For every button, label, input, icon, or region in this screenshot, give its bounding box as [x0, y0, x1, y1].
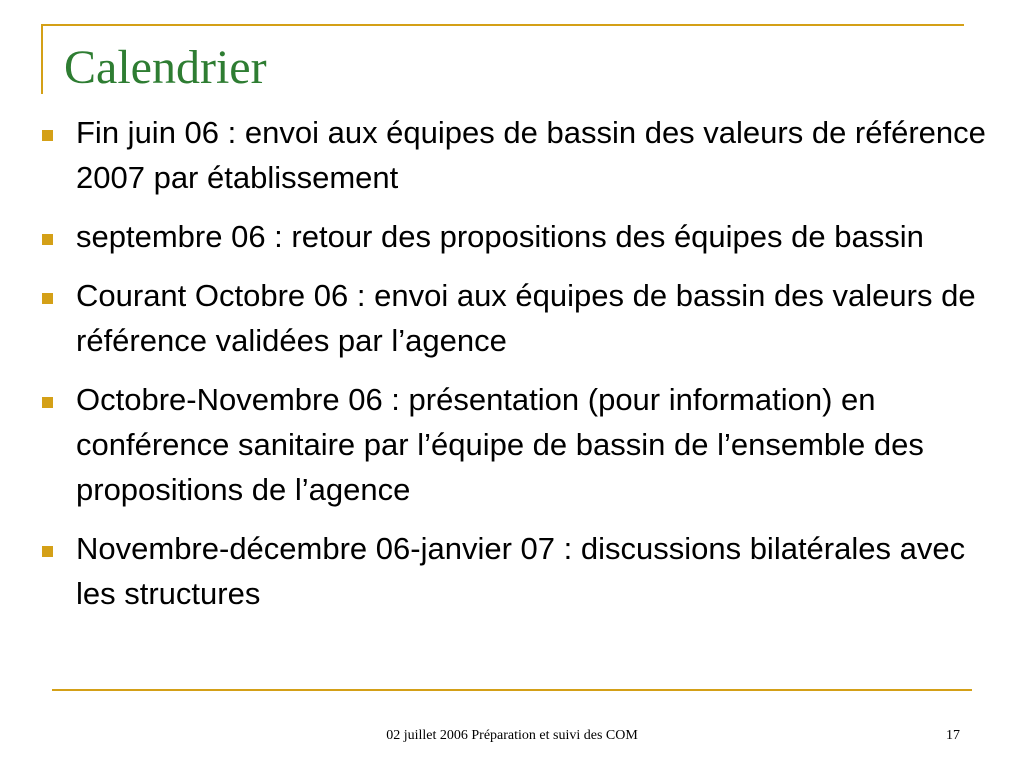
bullet-item: [40, 377, 1000, 512]
bullet-item: [40, 110, 1000, 200]
square-bullet-icon: [42, 546, 53, 557]
bullet-text: septembre 06 : retour des propositions des équipes de bassin: [76, 219, 924, 254]
slide-title: Calendrier: [64, 41, 267, 94]
footer-text: 02 juillet 2006 Préparation et suivi des COM: [386, 728, 638, 743]
bullet-text: Novembre-décembre 06-janvier 07 : discussions bilatérales avec les structures: [76, 531, 966, 611]
frame-left-line: [41, 24, 43, 94]
square-bullet-icon: [42, 397, 53, 408]
square-bullet-icon: [42, 234, 53, 245]
frame-top-line: [41, 24, 964, 26]
bullet-text: Octobre-Novembre 06 : présentation (pour information) en conférence sanitaire par l’équipe de bassin de l’ensemble des propositions de l’agence: [76, 382, 924, 507]
bullet-text: Fin juin 06 : envoi aux équipes de bassin des valeurs de référence 2007 par établissement: [76, 115, 986, 195]
bullet-list: [40, 110, 1000, 630]
bullet-item: [40, 214, 1000, 259]
page-number: 17: [946, 728, 960, 743]
frame-bottom-line: [52, 689, 972, 691]
square-bullet-icon: [42, 130, 53, 141]
bullet-item: [40, 526, 1000, 616]
bullet-text: Courant Octobre 06 : envoi aux équipes de bassin des valeurs de référence validées par l’agence: [76, 278, 976, 358]
bullet-item: [40, 273, 1000, 363]
square-bullet-icon: [42, 293, 53, 304]
